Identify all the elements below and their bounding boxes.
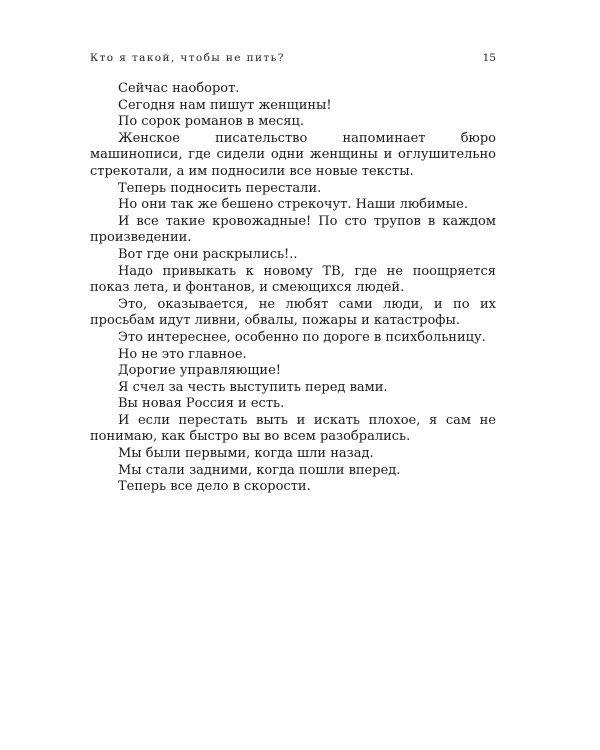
paragraph: Женское писательство напоминает бюро машинописи, где сидели одни женщины и оглушительно стрекотали, а им подносили все новые тексты. (90, 130, 496, 179)
running-title: Кто я такой, чтобы не пить? (90, 52, 285, 64)
paragraph: По сорок романов в месяц. (118, 114, 304, 130)
paragraph: Теперь подносить перестали. (118, 180, 322, 196)
paragraph: Сегодня нам пишут женщины! (118, 97, 332, 113)
paragraph: Вы новая Россия и есть. (118, 396, 285, 412)
page-number: 15 (482, 52, 496, 64)
paragraph: Дорогие управляющие! (118, 363, 281, 379)
paragraph: Но они так же бешено стрекочут. Наши любимые. (118, 197, 468, 213)
paragraph: Это интереснее, особенно по дороге в психбольницу. (118, 329, 486, 345)
paragraph: Теперь все дело в скорости. (118, 479, 311, 495)
paragraph: Вот где они раскрылись!.. (118, 246, 298, 262)
paragraph: Мы стали задними, когда пошли вперед. (118, 462, 401, 478)
paragraph: И если перестать выть и искать плохое, я сам не понимаю, как быстро вы во всем разобрались. (90, 412, 496, 445)
paragraph: Это, оказывается, не любят сами люди, и по их просьбам идут ливни, обвалы, пожары и катастрофы. (90, 296, 496, 329)
body-text (90, 81, 496, 496)
paragraph: Надо привыкать к новому ТВ, где не поощряется показ лета, и фонтанов, и смеющихся людей. (90, 263, 496, 296)
running-head (90, 52, 496, 70)
paragraph: Мы были первыми, когда шли назад. (118, 446, 374, 462)
paragraph: Но не это главное. (118, 346, 247, 362)
paragraph: И все такие кровожадные! По сто трупов в каждом произведении. (90, 213, 496, 246)
paragraph: Сейчас наоборот. (118, 81, 240, 96)
paragraph: Я счел за честь выступить перед вами. (118, 379, 388, 395)
